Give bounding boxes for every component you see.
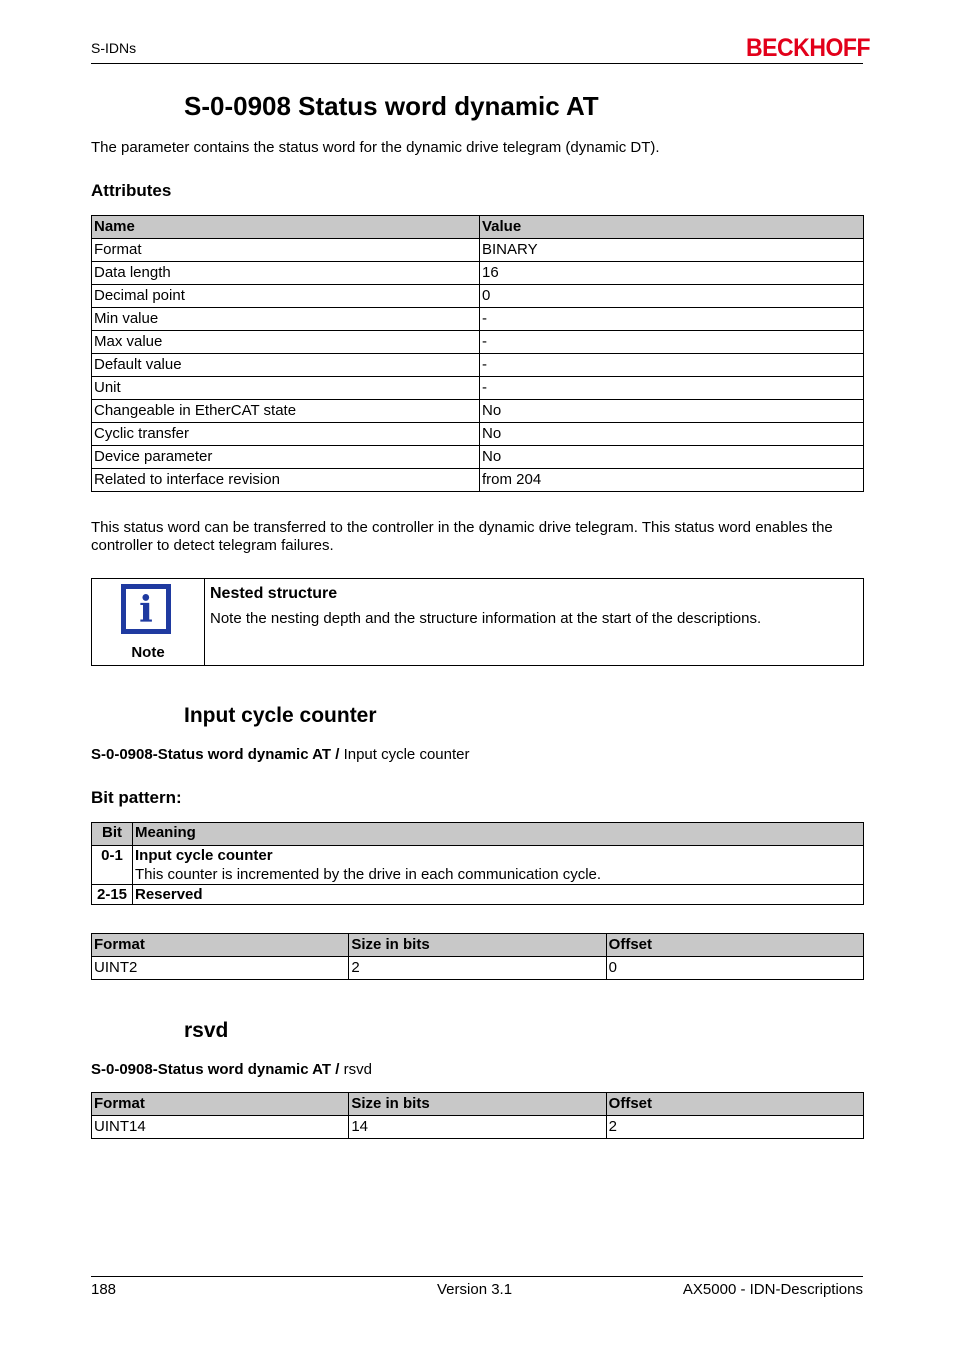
table-header-row [92,216,864,239]
footer-document: AX5000 - IDN-Descriptions [682,1281,863,1298]
attribute-name: Default value [92,354,480,377]
table-header-row [92,934,864,957]
rsvd-heading: rsvd [184,1019,229,1042]
header-rule [91,63,863,64]
column-header: Name [92,216,480,239]
attribute-value: BINARY [480,239,864,262]
offset-cell: 0 [606,957,863,980]
beckhoff-logo: BECKHOFF [746,34,871,62]
bit-meaning-text: This counter is incremented by the drive in each communication cycle. [135,866,602,883]
attribute-name: Unit [92,377,480,400]
table-row [92,469,864,492]
table-row [92,446,864,469]
attribute-value: from 204 [480,469,864,492]
note-box [91,578,864,666]
input-cycle-counter-heading: Input cycle counter [184,704,377,727]
attribute-name: Device parameter [92,446,480,469]
attributes-heading: Attributes [91,181,172,200]
table-row [92,885,864,905]
bit-range: 0-1 [92,846,133,885]
page-number: 188 [91,1281,117,1298]
table-row [92,846,864,885]
info-icon: i [121,584,171,634]
attribute-value: - [480,377,864,400]
table-row [92,262,864,285]
table-row [92,377,864,400]
table-header-row [92,823,864,846]
intro-paragraph: The parameter contains the status word for the dynamic drive telegram (dynamic DT). [91,139,660,156]
page-title: S-0-0908 Status word dynamic AT [184,91,599,121]
attribute-name: Format [92,239,480,262]
note-icon-cell [92,579,205,665]
attribute-value: - [480,331,864,354]
table-row [92,285,864,308]
bit-range: 2-15 [92,885,133,905]
attribute-name: Decimal point [92,285,480,308]
footer-version: Version 3.1 [437,1281,513,1298]
attribute-name: Max value [92,331,480,354]
breadcrumb-parent: S-0-0908-Status word dynamic AT / [91,746,340,763]
breadcrumb-current: Input cycle counter [339,746,470,763]
size-cell: 2 [349,957,606,980]
format-cell: UINT14 [92,1116,349,1139]
column-header: Offset [606,1093,863,1116]
table-row [92,423,864,446]
format-cell: UINT2 [92,957,349,980]
table-row [92,354,864,377]
bit-pattern-heading: Bit pattern: [91,788,182,807]
column-header: Offset [606,934,863,957]
attribute-value: 0 [480,285,864,308]
header-section-label: S-IDNs [91,40,137,56]
column-header: Size in bits [349,934,606,957]
bit-pattern-table [91,822,864,905]
table-header-row [92,1093,864,1116]
attribute-name: Cyclic transfer [92,423,480,446]
attribute-name: Related to interface revision [92,469,480,492]
note-text: Note the nesting depth and the structure information at the start of the descriptions. [210,610,762,627]
attribute-value: No [480,400,864,423]
attributes-table [91,215,864,492]
attribute-value: 16 [480,262,864,285]
column-header: Format [92,934,349,957]
attribute-name: Changeable in EtherCAT state [92,400,480,423]
note-label: Note [131,644,165,661]
column-header: Format [92,1093,349,1116]
bit-meaning-title: Reserved [135,886,203,903]
format-table-input-cycle-counter [91,933,864,980]
breadcrumb [91,746,469,763]
attribute-name: Data length [92,262,480,285]
column-header: Value [480,216,864,239]
format-table-rsvd [91,1092,864,1139]
attribute-value: No [480,423,864,446]
column-header: Size in bits [349,1093,606,1116]
table-row [92,331,864,354]
bit-meaning-title: Input cycle counter [135,847,273,864]
attribute-value: - [480,308,864,331]
column-header: Meaning [133,823,864,846]
breadcrumb-current: rsvd [339,1061,372,1078]
column-header: Bit [92,823,133,846]
note-title: Nested structure [210,585,338,602]
bit-meaning [133,846,864,885]
footer-rule [91,1276,863,1277]
description-paragraph: This status word can be transferred to the controller in the dynamic drive telegram. This status word enables the controller to detect telegram failures. [91,519,833,554]
size-cell: 14 [349,1116,606,1139]
offset-cell: 2 [606,1116,863,1139]
table-row [92,239,864,262]
table-row [92,400,864,423]
attribute-name: Min value [92,308,480,331]
breadcrumb-parent: S-0-0908-Status word dynamic AT / [91,1061,340,1078]
breadcrumb [91,1061,372,1078]
attribute-value: - [480,354,864,377]
table-row [92,957,864,980]
bit-meaning [133,885,864,905]
table-row [92,1116,864,1139]
attribute-value: No [480,446,864,469]
table-row [92,308,864,331]
